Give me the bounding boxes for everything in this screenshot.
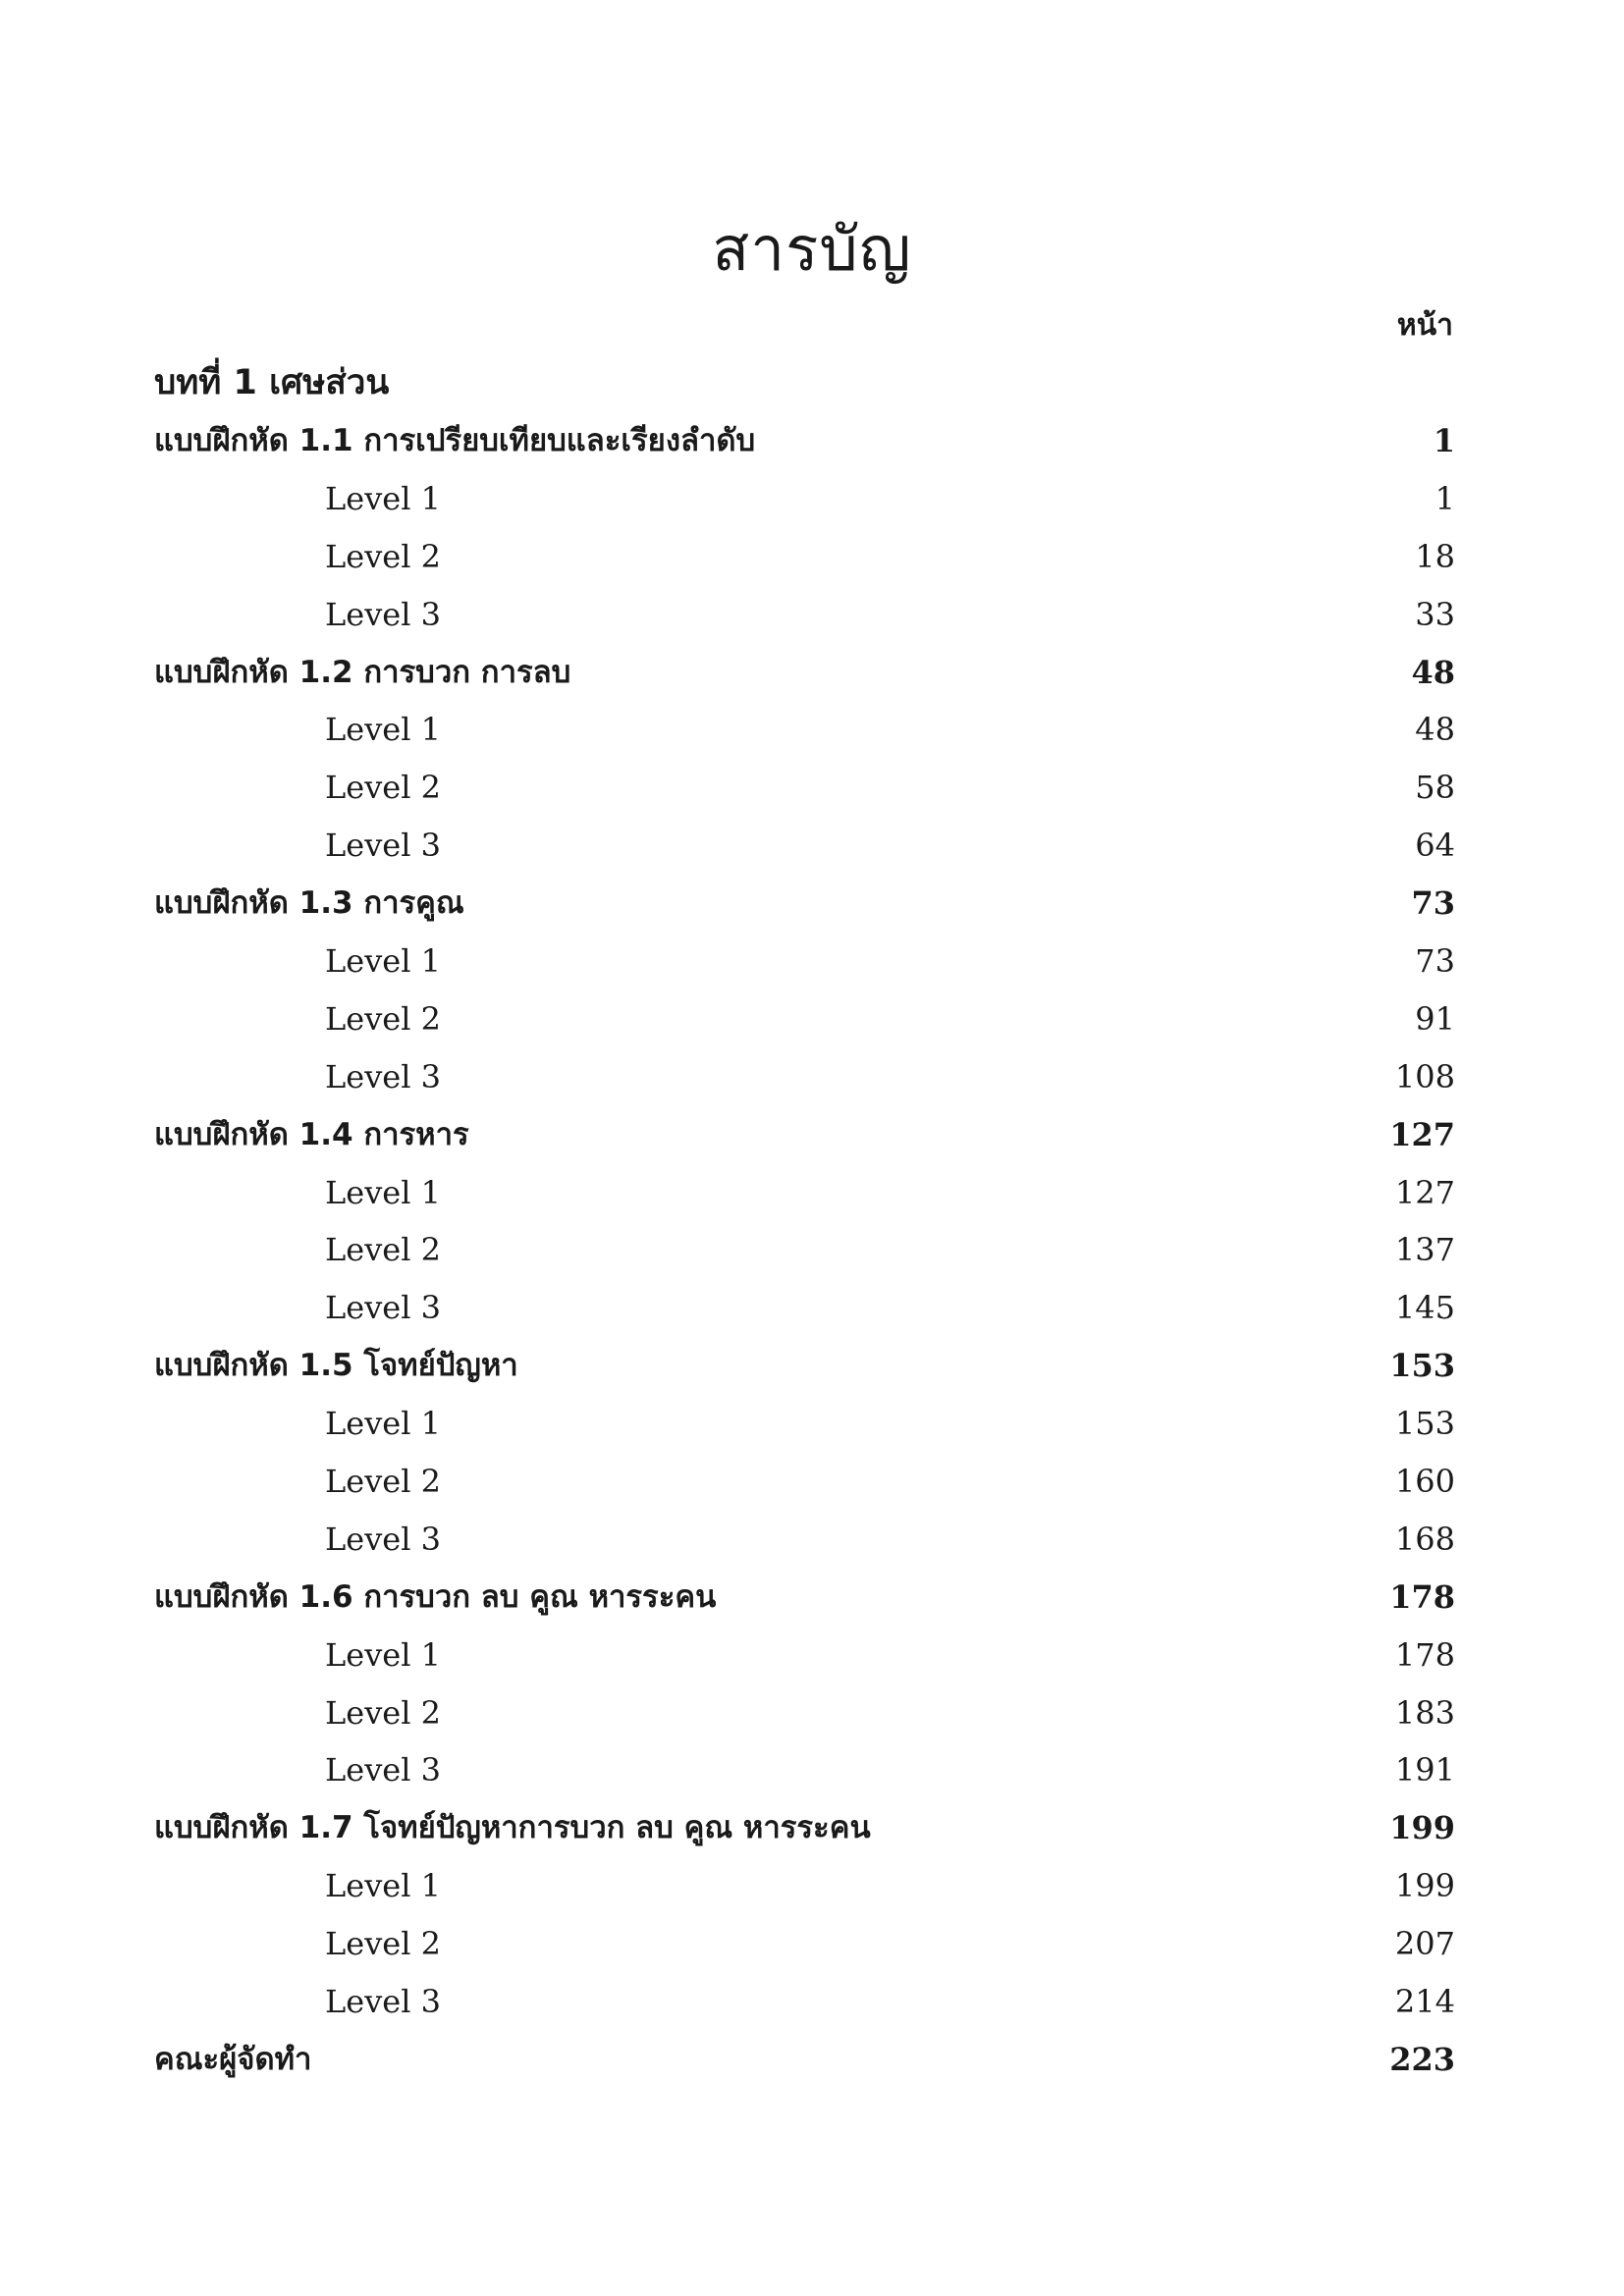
- toc-level-title: Level 3: [325, 1520, 441, 1558]
- toc-page-number: 127: [1389, 1115, 1455, 1153]
- toc-level-row: [154, 990, 1455, 1048]
- toc-section-row: [154, 1106, 1455, 1164]
- toc-section-title: แบบฝึกหัด 1.6 การบวก ลบ คูณ หารระคน: [154, 1578, 717, 1615]
- toc-page-number: 223: [1389, 2040, 1455, 2078]
- toc-page-number: 73: [1415, 942, 1455, 981]
- toc-level-row: [154, 1973, 1455, 2031]
- toc-page-number: 91: [1415, 999, 1455, 1038]
- toc-page-number: 160: [1394, 1463, 1455, 1501]
- toc-level-row: [154, 1627, 1455, 1684]
- toc-page-number: 214: [1394, 1983, 1455, 2021]
- toc-level-row: [154, 1741, 1455, 1799]
- toc-section-row: [154, 412, 1455, 470]
- toc-section-title: คณะผู้จัดทำ: [154, 2041, 312, 2077]
- toc-level-row: [154, 933, 1455, 990]
- toc-level-title: Level 3: [325, 1983, 441, 2021]
- toc-list: [154, 412, 1455, 2089]
- toc-section-row: [154, 644, 1455, 702]
- toc-level-title: Level 2: [325, 1463, 441, 1501]
- toc-section-title: แบบฝึกหัด 1.3 การคูณ: [154, 885, 464, 922]
- toc-page-number: 191: [1394, 1751, 1455, 1789]
- toc-page-number: 1: [1435, 479, 1455, 517]
- toc-level-title: Level 1: [325, 711, 441, 749]
- toc-level-row: [154, 1857, 1455, 1915]
- toc-level-title: Level 1: [325, 479, 441, 517]
- toc-level-title: Level 2: [325, 537, 441, 575]
- toc-section-row: [154, 1799, 1455, 1857]
- toc-level-row: [154, 586, 1455, 644]
- toc-level-row: [154, 1279, 1455, 1337]
- toc-level-row: [154, 1511, 1455, 1569]
- toc-page-number: 1: [1433, 422, 1455, 459]
- toc-level-row: [154, 701, 1455, 759]
- toc-page-number: 168: [1394, 1520, 1455, 1558]
- page-column-header: หน้า: [1396, 308, 1453, 343]
- toc-level-title: Level 3: [325, 1751, 441, 1789]
- toc-level-row: [154, 528, 1455, 586]
- toc-section-row: [154, 1337, 1455, 1395]
- toc-level-row: [154, 1453, 1455, 1511]
- toc-level-title: Level 2: [325, 769, 441, 807]
- toc-level-title: Level 2: [325, 1231, 441, 1269]
- toc-page-number: 183: [1394, 1693, 1455, 1732]
- toc-level-title: Level 2: [325, 999, 441, 1038]
- toc-level-title: Level 1: [325, 942, 441, 981]
- toc-level-title: Level 3: [325, 595, 441, 633]
- toc-section-title: แบบฝึกหัด 1.4 การหาร: [154, 1116, 469, 1152]
- toc-page-number: 108: [1394, 1057, 1455, 1095]
- toc-section-row: [154, 1569, 1455, 1627]
- toc-level-row: [154, 1221, 1455, 1279]
- toc-level-row: [154, 1915, 1455, 1973]
- toc-level-title: Level 1: [325, 1635, 441, 1674]
- toc-page-number: 178: [1389, 1577, 1455, 1616]
- chapter-heading: บทที่ 1 เศษส่วน: [154, 363, 390, 402]
- toc-page-number: 207: [1394, 1925, 1455, 1963]
- toc-page-number: 64: [1415, 827, 1455, 865]
- toc-section-title: แบบฝึกหัด 1.5 โจทย์ปัญหา: [154, 1348, 518, 1384]
- toc-section-title: แบบฝึกหัด 1.1 การเปรียบเทียบและเรียงลำดับ: [154, 423, 756, 458]
- toc-page-number: 73: [1411, 884, 1455, 923]
- toc-level-title: Level 1: [325, 1867, 441, 1905]
- toc-level-title: Level 1: [325, 1173, 441, 1211]
- toc-section-title: แบบฝึกหัด 1.7 โจทย์ปัญหาการบวก ลบ คูณ หารระคน: [154, 1810, 871, 1846]
- toc-level-title: Level 3: [325, 1057, 441, 1095]
- toc-level-row: [154, 1395, 1455, 1453]
- toc-level-row: [154, 1684, 1455, 1742]
- toc-page-number: 199: [1394, 1867, 1455, 1905]
- toc-level-title: Level 3: [325, 1289, 441, 1327]
- toc-section-title: แบบฝึกหัด 1.2 การบวก การลบ: [154, 654, 571, 690]
- toc-page-number: 18: [1415, 537, 1455, 575]
- toc-page-number: 137: [1394, 1231, 1455, 1269]
- toc-level-row: [154, 759, 1455, 817]
- toc-page-number: 145: [1394, 1289, 1455, 1327]
- toc-level-row: [154, 1164, 1455, 1222]
- page-title: สารบัญ: [712, 212, 912, 285]
- toc-level-title: Level 3: [325, 827, 441, 865]
- toc-level-row: [154, 470, 1455, 528]
- toc-level-row: [154, 817, 1455, 875]
- toc-level-title: Level 2: [325, 1693, 441, 1732]
- toc-section-row: [154, 2031, 1455, 2089]
- toc-level-title: Level 1: [325, 1405, 441, 1443]
- toc-page-number: 127: [1394, 1173, 1455, 1211]
- toc-page-number: 153: [1389, 1347, 1455, 1385]
- toc-page-number: 199: [1389, 1809, 1455, 1847]
- toc-level-title: Level 2: [325, 1925, 441, 1963]
- toc-page-number: 33: [1415, 595, 1455, 633]
- toc-section-row: [154, 875, 1455, 933]
- toc-level-row: [154, 1048, 1455, 1106]
- toc-page-number: 58: [1415, 769, 1455, 807]
- toc-page-number: 48: [1415, 711, 1455, 749]
- toc-page-number: 178: [1394, 1635, 1455, 1674]
- toc-page-number: 48: [1411, 653, 1455, 691]
- toc-page-number: 153: [1394, 1405, 1455, 1443]
